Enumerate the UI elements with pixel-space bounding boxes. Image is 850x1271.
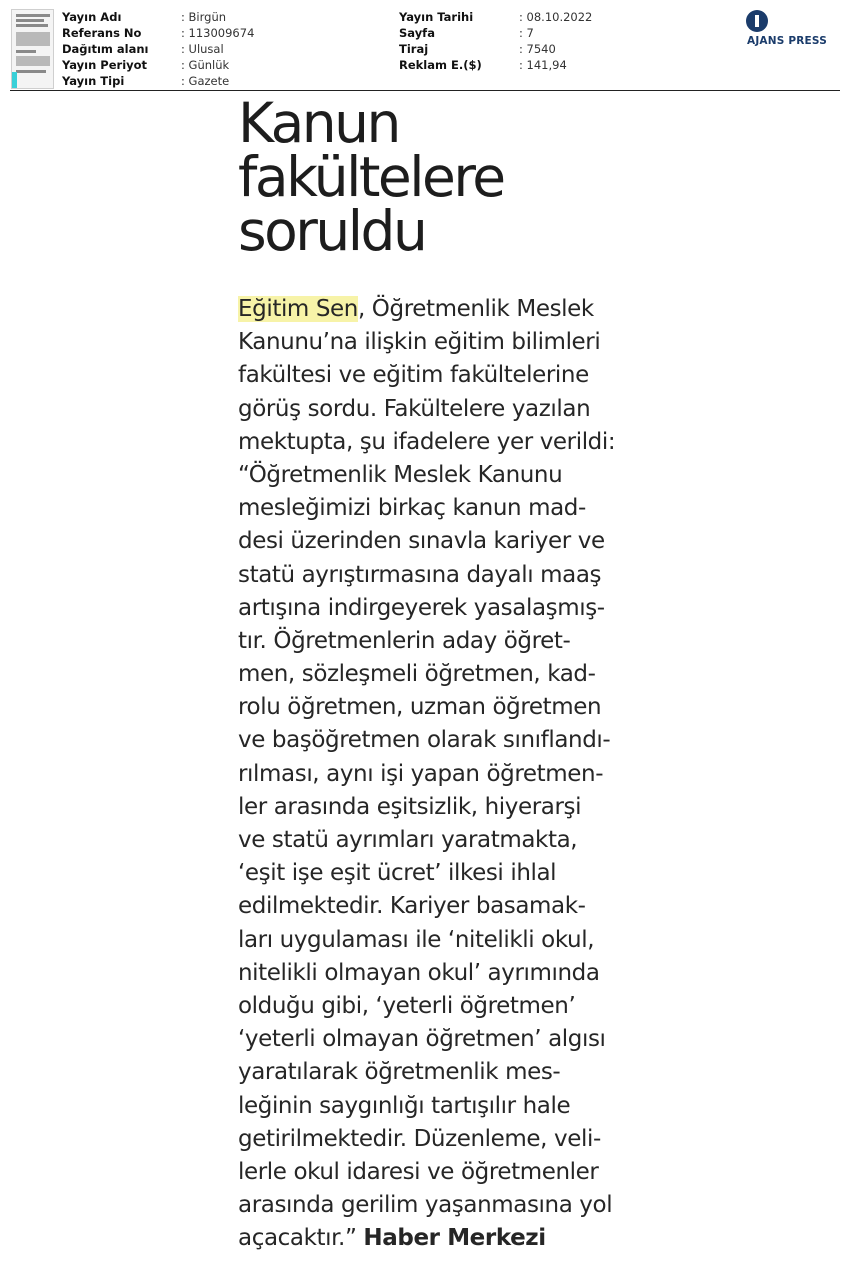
headline-line: Kanun xyxy=(238,91,399,155)
body-line: edilmektedir. Kariyer basamak- xyxy=(238,893,586,920)
headline xyxy=(238,91,628,263)
body-line: ‘yeterli olmayan öğretmen’ algısı xyxy=(238,1026,606,1053)
body-line: ve statü ayrımları yaratmakta, xyxy=(238,827,578,853)
body-line: Kanunu’na ilişkin eğitim bilimleri xyxy=(238,329,601,356)
body-line: fakültesi ve eğitim fakültelerine xyxy=(238,362,589,389)
highlighted-term: Eğitim Sen xyxy=(238,296,358,322)
body-line: arasında gerilim yaşanmasına yol xyxy=(238,1192,613,1219)
meta-row-ad-value: Reklam E.($) : 141,94 xyxy=(399,58,567,72)
body-line: yaratılarak öğretmenlik mes- xyxy=(238,1059,561,1086)
body-line: rılması, aynı işi yapan öğretmen- xyxy=(238,760,604,787)
page-thumbnail[interactable] xyxy=(11,9,54,89)
body-lines xyxy=(238,326,638,1222)
body-line: leğinin saygınlığı tartışılır hale xyxy=(238,1092,571,1119)
meta-right xyxy=(399,9,592,73)
ajans-press-logo-icon xyxy=(746,10,768,32)
article xyxy=(238,91,628,263)
header-divider xyxy=(10,90,840,91)
body-line: görüş sordu. Fakültelere yazılan xyxy=(238,395,591,422)
body-line: mesleğimizi birkaç kanun mad- xyxy=(238,495,586,522)
body-line: ve başöğretmen olarak sınıflandı- xyxy=(238,727,611,754)
meta-row-circulation: Tiraj : 7540 xyxy=(399,42,556,56)
meta-row-period: Yayın Periyot : Günlük xyxy=(62,58,230,72)
body-line: rolu öğretmen, uzman öğretmen xyxy=(238,694,602,721)
meta-left xyxy=(62,9,254,89)
body-line: Eğitim Sen, Öğretmenlik Meslek xyxy=(238,296,594,322)
meta-row-reference: Referans No : 113009674 xyxy=(62,26,255,40)
body-line: ‘eşit işe eşit ücret’ ilkesi ihlal xyxy=(238,860,557,887)
byline: Haber Merkezi xyxy=(363,1225,546,1252)
body-line: men, sözleşmeli öğretmen, kad- xyxy=(238,661,596,688)
body-line: getirilmektedir. Düzenleme, veli- xyxy=(238,1125,601,1152)
body-line: nitelikli olmayan okul’ ayrımında xyxy=(238,959,600,986)
body-line: ler arasında eşitsizlik, hiyerarşi xyxy=(238,793,582,820)
clipping-header xyxy=(0,0,850,92)
body-line: ları uygulaması ile ‘nitelikli okul, xyxy=(238,926,595,953)
meta-row-date: Yayın Tarihi : 08.10.2022 xyxy=(399,10,593,24)
body-line: lerle okul idaresi ve öğretmenler xyxy=(238,1158,599,1185)
body-line: “Öğretmenlik Meslek Kanunu xyxy=(238,461,563,488)
body-line: mektupta, şu ifadelere yer verildi: xyxy=(238,428,616,455)
meta-row-page: Sayfa : 7 xyxy=(399,26,534,40)
body-line: olduğu gibi, ‘yeterli öğretmen’ xyxy=(238,992,576,1019)
meta-row-publication: Yayın Adı : Birgün xyxy=(62,10,227,24)
meta-row-distribution: Dağıtım alanı : Ulusal xyxy=(62,42,224,56)
body-line: tır. Öğretmenlerin aday öğret- xyxy=(238,627,571,654)
body-line: statü ayrıştırmasına dayalı maaş xyxy=(238,561,602,588)
headline-line: fakültelere xyxy=(238,145,504,209)
headline-line: soruldu xyxy=(238,199,426,263)
body-line: artışına indirgeyerek yasalaşmış- xyxy=(238,594,605,621)
body-line: desi üzerinden sınavla kariyer ve xyxy=(238,528,605,555)
article-body xyxy=(238,293,638,1255)
body-line-last: açacaktır.” Haber Merkezi xyxy=(238,1225,546,1252)
ajans-press-logo xyxy=(746,10,842,50)
logo-text: AJANS PRESS xyxy=(747,35,827,47)
meta-row-type: Yayın Tipi : Gazete xyxy=(62,74,230,88)
